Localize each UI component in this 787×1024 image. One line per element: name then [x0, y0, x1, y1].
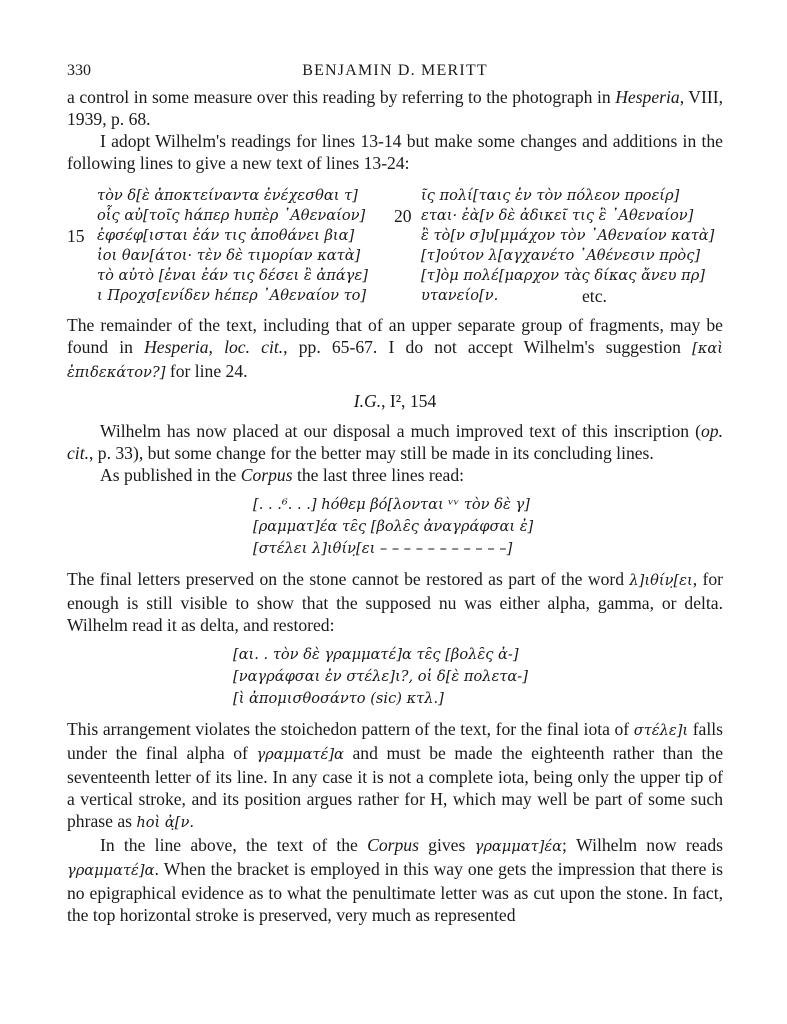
- inscription-left-line: ι Προχσ[ενίδεν hέπερ ᾿Αθεναίον το]: [97, 287, 367, 304]
- para3-text-c: for line 24.: [165, 361, 248, 381]
- inscription-right-line: ἒ τὸ[ν σ]υ[μμάχον τὸν ᾿Αθεναίον κατὰ]: [421, 227, 715, 244]
- inscription-wilhelm-lines: [67, 644, 723, 710]
- inscription-right-line: υτανείο[ν.: [421, 287, 499, 304]
- paragraph-4: [67, 420, 723, 464]
- inscription-line: [ναγράφσαι ἐν στέλε]ι?, οἱ δ[ὲ πολετα-]: [233, 668, 528, 685]
- para8-text-d: . When the bracket is employed in this way one gets the impression that there is no epigraphical evidence as to what the penultimate letter was as cut upon the stone. In fact, the top horizontal stroke is preserved, very much as represented: [67, 859, 723, 925]
- inscription-line: [ραμματ]έα τε̑ς [βολε̑ς ἀναγράφσαι ἐ]: [253, 518, 534, 535]
- running-header: [67, 62, 723, 86]
- greek-fragment: στέλε]ι: [633, 722, 689, 739]
- page: [67, 62, 723, 926]
- corpus-title: Corpus: [240, 465, 293, 485]
- para3-text-a: The remainder of the text, including that of an upper separate group of fragments, may be found in: [67, 315, 723, 357]
- greek-fragment: hοὶ ἀ̣[ν.: [136, 814, 194, 831]
- inscription-corpus-lines: [67, 494, 723, 560]
- para6-text-b: , for enough is still visible to show that the supposed nu was either alpha, gamma, or delta. Wilhelm read it as delta, and restored:: [67, 569, 723, 635]
- greek-word: λ]ιθίν̣[ει: [629, 572, 693, 589]
- inscription-line: [. . .⁶. . .] hόθεμ βό[λονται ᵛᵛ τὸν δὲ γ]: [253, 496, 530, 513]
- corpus-title: Corpus: [367, 835, 419, 855]
- inscription-line: [ὶ ἀπομισθοσάντο (sic) κτλ.]: [233, 690, 444, 707]
- line-number-15: 15: [67, 226, 85, 246]
- inscription-right-line: ῖς πολί[ταις ἐν τὸν πόλεον προείρ]: [421, 187, 680, 204]
- running-title: BENJAMIN D. MERITT: [302, 62, 488, 79]
- inscription-left-line: τὸ αὐτὸ [ἐναι ἐάν τις δέσει ἒ ἀπάγε]: [97, 267, 368, 284]
- journal-title: Hesperia: [615, 87, 680, 107]
- inscription-lines-13-24: [67, 186, 723, 306]
- paragraph-3: [67, 314, 723, 384]
- citation: op. cit.: [67, 421, 723, 463]
- para8-text-a: In the line above, the text of the: [100, 835, 368, 855]
- para7-text-c: and must be made the eighteenth rather than the seventeenth letter of its line. In any case it is not a complete iota, being only the upper tip of a vertical stroke, and its position argues rather for H, which may well be part of some such phrase as: [67, 743, 723, 831]
- para7-text-b: falls under the final alpha of: [67, 719, 723, 763]
- inscription-line: [στέλει λ]ιθίν̣[ει – – – – – – – – – – –]: [253, 540, 513, 557]
- paragraph-6: [67, 568, 723, 636]
- inscription-line: [αι. . τὸν δὲ γραμματέ]α τε̑ς [βολε̑ς ἀ-]: [233, 646, 519, 663]
- paragraph-1: [67, 86, 723, 130]
- para6-text-a: The final letters preserved on the stone cannot be restored as part of the word: [67, 569, 630, 589]
- section-heading-ig: I.G.: [353, 391, 382, 411]
- inscription-right-line: [τ]ὸμ πολέ[μαρχον τὰς δίκας ἄνευ πρ]: [421, 267, 706, 284]
- para4-text-b: , p. 33), but some change for the better may still be made in its concluding lines.: [88, 443, 654, 463]
- para5-text-b: the last three lines read:: [292, 465, 465, 485]
- inscription-left-line: οἷς αὐ[τοῖς hάπερ hυπὲρ ᾿Αθεναίον]: [97, 207, 366, 224]
- page-number: 330: [67, 62, 91, 79]
- paragraph-2: I adopt Wilhelm's readings for lines 13-14 but make some changes and additions in the following lines to give a new text of lines 13-24:: [67, 131, 723, 173]
- etc-label: etc.: [582, 286, 607, 306]
- greek-suggestion: [καὶ ἐπιδεκάτον?]: [67, 340, 723, 381]
- greek-fragment: γραμματέ]α: [256, 746, 344, 763]
- inscription-left-line: ἰοι θαν[άτοι· τὲν δὲ τιμορίαν κατὰ]: [97, 247, 361, 264]
- para1-text-b: , VIII, 1939, p. 68.: [67, 87, 723, 129]
- paragraph-7: [67, 718, 723, 834]
- inscription-left-line: ἐφσέφ[ισται ἐάν τις ἀποθάνει βια]: [97, 227, 355, 244]
- para3-text-b: , pp. 65-67. I do not accept Wilhelm's suggestion: [283, 337, 693, 357]
- inscription-right-line: εται· ἐὰ[ν δὲ ἀδικεῖ τις ἒ ᾿Αθεναίον]: [421, 207, 694, 224]
- greek-fragment: γραμματέ]α: [67, 862, 155, 879]
- inscription-right-line: [τ]ούτον λ[αγχανέτο ᾿Αθένεσιν πρὸς]: [421, 247, 701, 264]
- inscription-left-line: τὸν δ[ὲ ἀποκτείναντα ἐνέχεσθαι τ]: [97, 187, 358, 204]
- para5-text-a: As published in the: [100, 465, 241, 485]
- greek-fragment: γραμματ]έα: [474, 838, 563, 855]
- para8-text-c: ; Wilhelm now reads: [562, 835, 723, 855]
- journal-citation: Hesperia, loc. cit.: [144, 337, 284, 357]
- para1-text-a: a control in some measure over this reading by referring to the photograph in: [67, 87, 616, 107]
- para7-text-a: This arrangement violates the stoichedon pattern of the text, for the final iota of: [67, 719, 634, 739]
- para4-text-a: Wilhelm has now placed at our disposal a much improved text of this inscription (: [100, 421, 701, 441]
- paragraph-8: [67, 834, 723, 926]
- paragraph-5: [67, 464, 723, 486]
- para8-text-b: gives: [418, 835, 475, 855]
- section-heading: [67, 390, 723, 412]
- section-heading-number: , I², 154: [381, 391, 437, 411]
- line-number-20: 20: [394, 206, 412, 226]
